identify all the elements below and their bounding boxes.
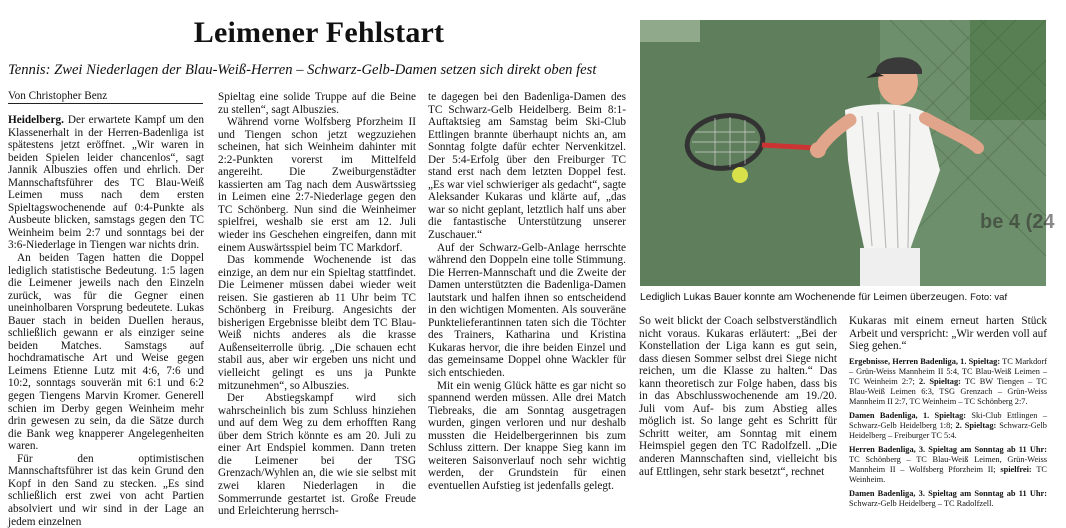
paragraph: Mit ein wenig Glück hätte es gar nicht so spannend werden müssen. Alle drei Match Tiebreaks, die am Sonntag ausgetragen wurden, gingen verloren und nur deshalb mussten die Heidelbergerinnen bis zum Schluss zittern. Der knappe Sieg kann im weiteren Saisonverlauf noch sehr wichtig werden, der Grundstein für einen eventuellen Aufstieg ist jedenfalls gelegt. (428, 379, 626, 492)
result-subheading: 2. Spieltag: (955, 420, 997, 430)
results-box (849, 357, 1047, 509)
result-subheading: 2. Spieltag: (919, 376, 961, 386)
result-heading: Damen Badenliga, 3. Spieltag am Sonntag ab 11 Uhr: (849, 488, 1047, 498)
result-heading: Ergebnisse, Herren Badenliga, 1. Spieltag: (849, 356, 1001, 366)
article-column-1 (8, 114, 204, 528)
dateline: Heidelberg. (8, 114, 64, 126)
result-subheading: spielfrei: (1000, 464, 1032, 474)
subtitle: Tennis: Zwei Niederlagen der Blau-Weiß-Herren – Schwarz-Gelb-Damen setzen sich direkt oben fest (8, 62, 597, 78)
article-column-3 (428, 91, 626, 493)
paragraph: An beiden Tagen hatten die Doppel lediglich statistische Bedeutung. 1:5 lagen die Leimener jeweils nach den Einzeln zurück, was für die Gegner einen uneinholbaren Vorsprung bedeutete. Lukas Bauer stach in beiden Duellen heraus, schließlich gewann er als einziger seine beiden Matches. Samstags auf hochdramatische Art und Weise gegen Leimens Etienne Lutz mit 4:6, 7:6 und 10:2, sonntags souverän mit 6:1 und 6:2 gegen Tiengens Marvin Kromer. Generell schien im Derby gegen Weinheim mehr drin gewesen zu sein, da die Sätze durch die Bank weg knapperer Angelegenheiten waren. (8, 252, 204, 453)
paragraph: Für den optimistischen Mannschaftsführer ist das kein Grund den Kopf in den Sand zu stecken. „Es sind schließlich erst zwei von acht Partien absolviert und wir sind in der Lage an jedem einzelnen (8, 452, 204, 528)
paragraph-text: Der erwartete Kampf um den Klassenerhalt in der Herren-Badenliga ist spätestens jetzt eröffnet. „Wir waren in beiden Spielen leider chancenlos“, sagt Jannik Albuszies offen und ehrlich. Der Mannschaftsführer des TC Blau-Weiß Leimen muss nach dem ersten Spieltagswochenende auf 0:4-Punkte als Ausbeute blicken, samstags gegen den TC Weinheim beim 2:7 und sonntags bei der 3:6-Niederlage in Tiengen war nichts drin. (8, 114, 204, 252)
paragraph: Während vorne Wolfsberg Pforzheim II und Tiengen schon jetzt wegzuziehen scheinen, hat sich Weinheim dahinter mit 2:2-Punkten vorerst im Mittelfeld angereiht. Die Zweiburgenstädter kassierten am Tag nach dem Auswärtssieg in Leimen eine 2:7-Niederlage gegen den TC Schönberg. Nun sind die Weinheimer spielfrei, weshalb sie erst am 12. Juli wieder ins Geschehen eingreifen, dann mit einem Auswärtsspiel beim TC Markdorf. (218, 116, 416, 254)
tennis-player-illustration (640, 20, 1055, 286)
paragraph: So weit blickt der Coach selbstverständlich nicht voraus. Kukaras erläutert: „Bei der Konstellation der Liga kann es gut sein, dass diesen Sommer selbst drei Siege nicht reichen, um die Klasse zu halten.“ Das kann theoretisch zur Folge haben, dass bis in das Abschlusswochenende am 19./20. Juli vom Auf- bis zum Abstieg alles möglich ist. So lange geht es Schritt für Schritt weiter, am Sonntag mit einem Heimspiel gegen den TC Radolfzell. „Die anderen Mannschaften sind, vielleicht bis auf Ettlingen, sehr stark besetzt“, rechnet (639, 315, 837, 478)
article-column-5 (849, 315, 1047, 513)
paragraph: Das kommende Wochenende ist das einzige, an dem nur ein Spieltag stattfindet. Die Leimener müssen dabei wieder weit reisen. Sie gastieren ab 11 Uhr beim TC Schönberg in Freiburg. Angesichts der bisherigen Ergebnisse bleibt dem TC Blau-Weiß nichts anderes als die krasse Außenseiterrolle übrig. „Die schauen echt stabil aus, aber wir ergeben uns nicht und vielleicht gelingt es uns ja Punkte mitzunehmen“, so Albuszies. (218, 254, 416, 392)
result-text: Ski-Club Ettlingen – Schwarz-Gelb Heidelberg 1:8; (849, 410, 1047, 430)
result-entry (849, 445, 1047, 485)
result-entry (849, 357, 1047, 407)
result-text: Schwarz-Gelb Heidelberg – Freiburger TC 5:4. (849, 420, 1047, 440)
result-heading: Damen Badenliga, 1. Spieltag: (849, 410, 967, 420)
paragraph (8, 114, 204, 252)
result-heading: Herren Badenliga, 3. Spieltag am Sonntag ab 11 Uhr: (849, 444, 1047, 454)
tennis-ball-icon (732, 167, 748, 183)
result-text: TC Markdorf – Grün-Weiss Mannheim II 5:4, TC Blau-Weiß Leimen – TC Weinheim 2:7; (849, 356, 1047, 386)
result-text: Schwarz-Gelb Heidelberg – TC Radolfzell. (849, 498, 994, 508)
tennis-player-photo (640, 20, 1055, 286)
result-text: TC BW Tiengen – TC Blau-Weiß Leimen 6:3, TSG Grenzach – Grün-Weiss Mannheim II 2:7, TC Weinheim – TC Schönberg 2:7. (849, 376, 1047, 406)
result-text: TC Schönberg – TC Blau-Weiß Leimen, Grün-Weiss Mannheim II – Wolfsberg Pforzheim II; (849, 454, 1047, 474)
byline: Von Christopher Benz (8, 90, 203, 104)
paragraph: Kukaras mit einem erneut harten Stück Arbeit und verspricht: „Wir werden voll auf Sieg gehen.“ (849, 315, 1047, 353)
photo-credit: Foto: vaf (970, 292, 1008, 303)
paragraph: Spieltag eine solide Truppe auf die Beine zu stellen“, sagt Albuszies. (218, 91, 416, 116)
headline: Leimener Fehlstart (193, 16, 445, 49)
paragraph: te dagegen bei den Badenliga-Damen des TC Schwarz-Gelb Heidelberg. Beim 8:1-Auftaktsieg am Samstag beim Ski-Club Ettlingen brannte überhaupt nichts an, am Sonntag folgte dafür echter Nervenkitzel. Der 5:4-Erfolg über den Freiburger TC stand erst nach dem letzten Doppel fest. „Es war viel schwieriger als gedacht“, sagte Aleksander Kukaras und klärte auf, „das war so nicht geplant, letztlich half uns aber die fantastische Unterstützung unserer Zuschauer.“ (428, 91, 626, 242)
result-text: TC Weinheim. (849, 464, 1047, 484)
article-column-4 (639, 315, 837, 478)
result-entry (849, 411, 1047, 441)
fence-sign-text: be 4 (24 (980, 211, 1055, 233)
paragraph: Auf der Schwarz-Gelb-Anlage herrschte während den Doppeln eine tolle Stimmung. Die Herren-Mannschaft und die Zweite der Damen unterstützten die Badenliga-Damen lautstark und halfen ihnen so entscheidend in den wichtigen Momenten. Als souveräne Punktelieferantinnen taten sich die Töchter des Trainers, Katharina und Kristina Kukaras hervor, die ihre beiden Einzel und das gemeinsame Doppel ohne Wackler für sich entschieden. (428, 241, 626, 380)
result-entry (849, 489, 1047, 509)
paragraph: Der Abstiegskampf wird sich wahrscheinlich bis zum Schluss hinziehen und auf dem Weg zu dem erhofften Rang über dem Strich könnte es am 20. Juli zu einer Art Endspiel kommen. Dann treten die Leimener bei der TSG Grenzach/Wyhlen an, die wie sie selbst mit zwei klaren Niederlagen in die Sommerrunde gestartet ist. Große Freude und Erleichterung herrsch- (218, 392, 416, 518)
article-column-2 (218, 91, 416, 518)
photo-caption (640, 292, 1060, 303)
caption-text: Lediglich Lukas Bauer konnte am Wochenende für Leimen überzeugen. (640, 292, 968, 303)
